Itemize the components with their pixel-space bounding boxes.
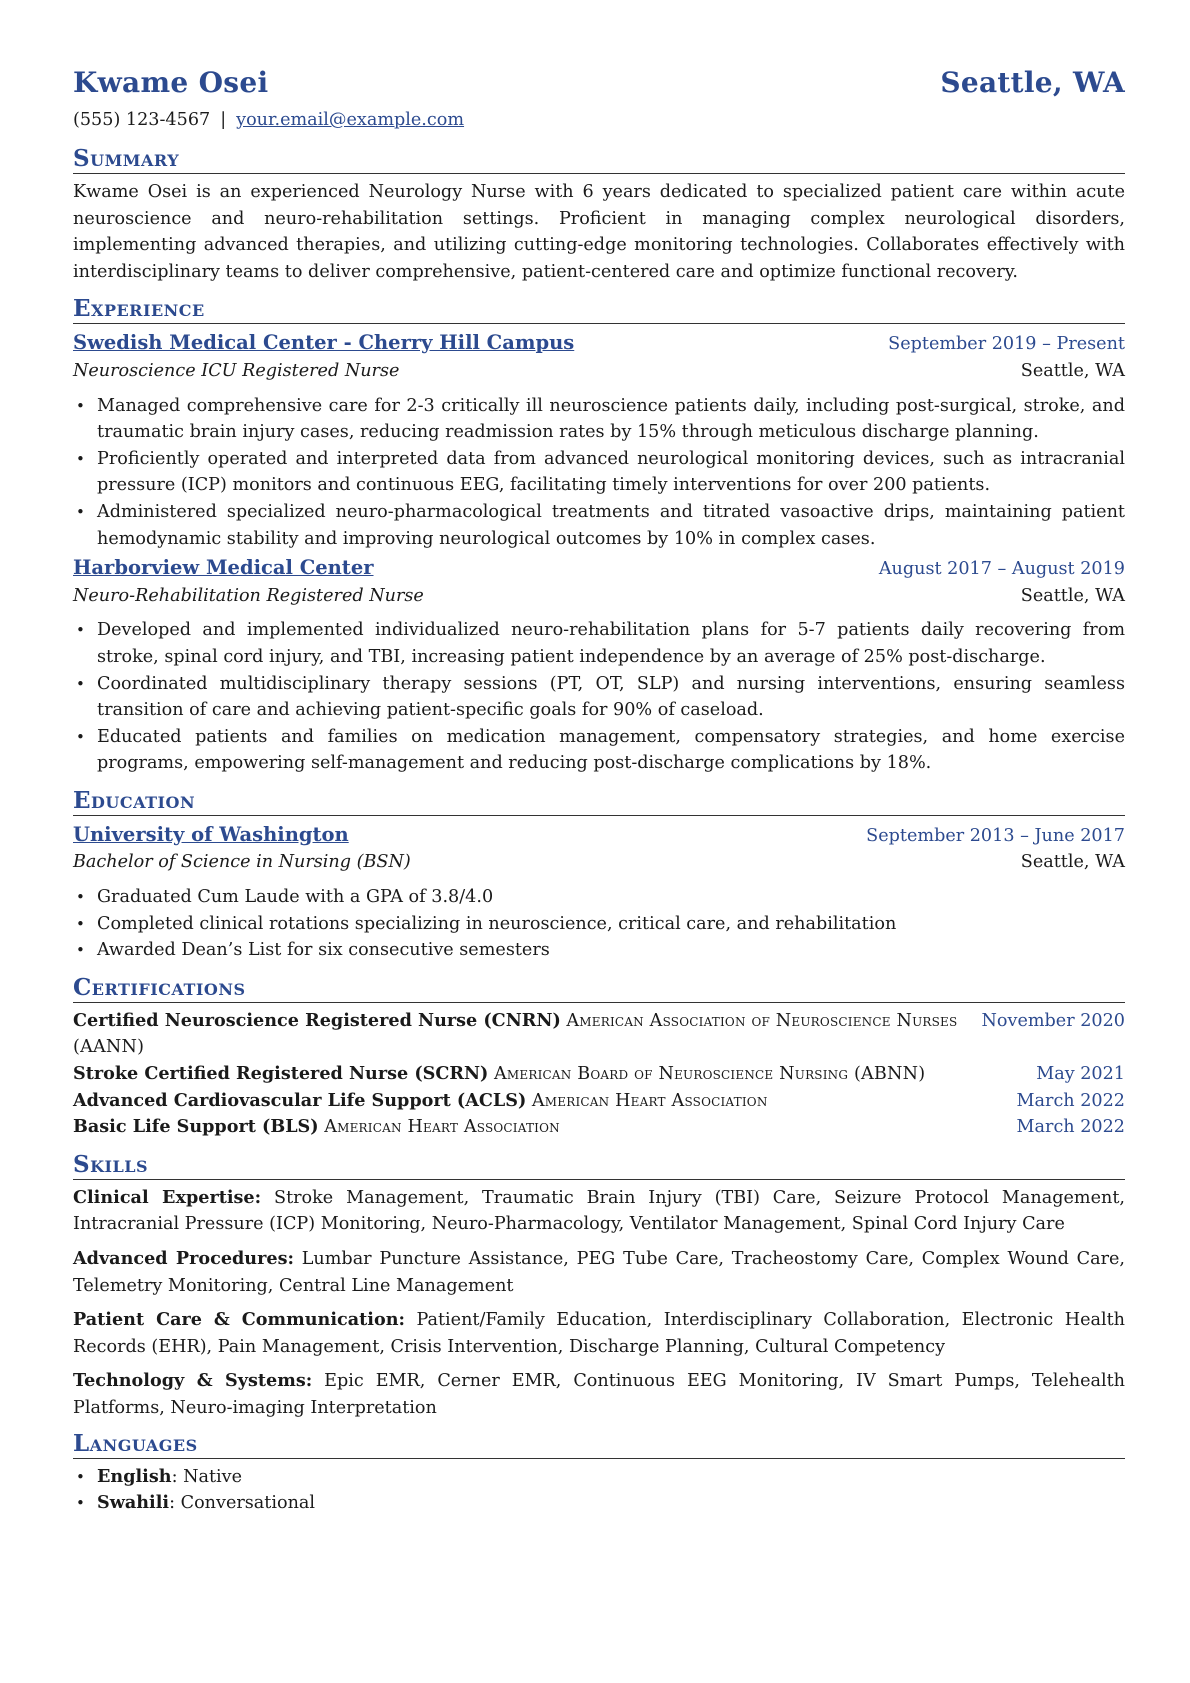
list-item: • Awarded Dean’s List for six consecutive semesters [97, 937, 1125, 964]
skill-group [73, 1246, 1125, 1299]
list-item: • Proficiently operated and interpreted data from advanced neurological monitoring devices, such as intracranial pressure (ICP) monitors and continuous EEG, facilitating timely interventions for over 200 patients. [97, 446, 1125, 499]
section-title-languages: Languages [73, 1430, 1125, 1459]
list-item: • Administered specialized neuro-pharmacological treatments and titrated vasoactive drips, maintaining patient hemodynamic stability and improving neurological outcomes by 10% in complex cases. [97, 499, 1125, 552]
candidate-name: Kwame Osei [73, 66, 269, 99]
summary-text: Kwame Osei is an experienced Neurology Nurse with 6 years dedicated to specialized patient care within acute neuroscience and neuro-rehabilitation settings. Proficient in managing complex neurological disorders, implementing advanced therapies, and utilizing cutting-edge monitoring technologies. Collaborates effectively with interdisciplinary teams to deliver comprehensive, patient-centered care and optimize functional recovery. [73, 182, 1125, 282]
education-section [73, 787, 1125, 964]
school-link[interactable]: University of Washington [73, 822, 349, 846]
certification-issuer: American Heart Association [531, 1090, 768, 1111]
certification-date: May 2021 [1036, 1064, 1125, 1085]
language-level: : Native [171, 1466, 243, 1487]
employer-link[interactable]: Swedish Medical Center - Cherry Hill Campus [73, 331, 575, 355]
certifications-section [73, 974, 1125, 1141]
certification-issuer: American Board of Neuroscience Nursing (ABNN) [493, 1064, 926, 1085]
skills-section [73, 1151, 1125, 1422]
job-location: Seattle, WA [1020, 585, 1125, 606]
certification-name: Basic Life Support (BLS) [73, 1116, 319, 1138]
job-title: Neuroscience ICU Registered Nurse [73, 360, 400, 381]
list-item: • Educated patients and families on medication management, compensatory strategies, and home exercise programs, empowering self-management and reducing post-discharge complications by 18%. [97, 724, 1125, 777]
certification-row [73, 1061, 1125, 1088]
employment-dates: September 2019 – Present [888, 334, 1125, 355]
experience-section [73, 295, 1125, 777]
section-title-summary: Summary [73, 145, 1125, 174]
list-item: • Graduated Cum Laude with a GPA of 3.8/4.0 [97, 884, 1125, 911]
education-dates: September 2013 – June 2017 [866, 825, 1125, 846]
skill-items: Patient/Family Education, Interdisciplinary Collaboration, Electronic Health Records (EHR), Pain Management, Crisis Intervention, Discharge Planning, Cultural Competency [73, 1310, 1125, 1357]
certification-issuer: American Association of Neuroscience Nurses (AANN) [73, 1010, 958, 1058]
section-title-experience: Experience [73, 295, 1125, 324]
summary-section [73, 145, 1125, 285]
languages-section [73, 1430, 1125, 1517]
school-location: Seattle, WA [1020, 852, 1125, 873]
section-title-education: Education [73, 787, 1125, 816]
skill-category: Patient Care & Communication: [73, 1309, 405, 1331]
skill-category: Clinical Expertise: [73, 1186, 262, 1208]
education-bullets [73, 884, 1125, 964]
contact-line [73, 107, 1125, 133]
phone-number: (555) 123-4567 [73, 110, 211, 130]
skill-group [73, 1185, 1125, 1238]
list-item: • Managed comprehensive care for 2-3 critically ill neuroscience patients daily, including post-surgical, stroke, and traumatic brain injury cases, reducing readmission rates by 15% through meticulous discharge planning. [97, 393, 1125, 446]
experience-entry [73, 329, 1125, 552]
resume-content [73, 61, 1125, 1517]
list-item [97, 1490, 1125, 1517]
certification-name: Advanced Cardiovascular Life Support (ACLS) [73, 1089, 527, 1111]
experience-entry [73, 554, 1125, 777]
certification-issuer: American Heart Association [324, 1117, 560, 1138]
experience-bullets [73, 393, 1125, 553]
certification-row [73, 1088, 1125, 1115]
language-name: Swahili [97, 1492, 170, 1514]
employer-link[interactable]: Harborview Medical Center [73, 556, 374, 580]
section-title-certifications: Certifications [73, 974, 1125, 1003]
list-item [97, 1464, 1125, 1491]
skill-group [73, 1307, 1125, 1360]
contact-separator: | [220, 110, 227, 130]
skill-group [73, 1368, 1125, 1421]
skill-category: Technology & Systems: [73, 1370, 313, 1392]
certification-row [73, 1008, 1125, 1061]
list-item: • Coordinated multidisciplinary therapy sessions (PT, OT, SLP) and nursing interventions, ensuring seamless transition of care and achieving patient-specific goals for 90% of caseload. [97, 671, 1125, 724]
degree: Bachelor of Science in Nursing (BSN) [73, 852, 411, 873]
list-item: • Developed and implemented individualized neuro-rehabilitation plans for 5-7 patients daily recovering from stroke, spinal cord injury, and TBI, increasing patient independence by an average of 25% post-discharge. [97, 617, 1125, 670]
email-link[interactable]: your.email@example.com [236, 110, 465, 130]
resume-header [73, 61, 1125, 105]
job-location: Seattle, WA [1020, 360, 1125, 381]
certification-name: Stroke Certified Registered Nurse (SCRN) [73, 1063, 489, 1085]
employment-dates: August 2017 – August 2019 [878, 559, 1125, 580]
certification-name: Certified Neuroscience Registered Nurse (CNRN) [73, 1009, 561, 1031]
section-title-skills: Skills [73, 1151, 1125, 1180]
job-title: Neuro-Rehabilitation Registered Nurse [73, 585, 424, 606]
skill-items: Stroke Management, Traumatic Brain Injury (TBI) Care, Seizure Protocol Management, Intracranial Pressure (ICP) Monitoring, Neuro-Pharmacology, Ventilator Management, Spinal Cord Injury Care [73, 1187, 1125, 1235]
skill-category: Advanced Procedures: [73, 1248, 294, 1269]
certification-row [73, 1114, 1125, 1141]
candidate-location: Seattle, WA [940, 66, 1125, 99]
certification-date: March 2022 [1016, 1117, 1125, 1138]
skill-items: Lumbar Puncture Assistance, PEG Tube Care, Tracheostomy Care, Complex Wound Care, Telemetry Monitoring, Central Line Management [73, 1249, 1126, 1296]
language-level: : Conversational [169, 1493, 316, 1514]
certification-date: March 2022 [1016, 1090, 1125, 1111]
language-name: English [97, 1465, 172, 1487]
skill-items: Epic EMR, Cerner EMR, Continuous EEG Monitoring, IV Smart Pumps, Telehealth Platforms, Neuro-imaging Interpretation [73, 1371, 1125, 1418]
experience-bullets [73, 617, 1125, 777]
languages-list [73, 1464, 1125, 1517]
certification-date: November 2020 [981, 1010, 1125, 1031]
list-item: • Completed clinical rotations specializing in neuroscience, critical care, and rehabilitation [97, 911, 1125, 938]
